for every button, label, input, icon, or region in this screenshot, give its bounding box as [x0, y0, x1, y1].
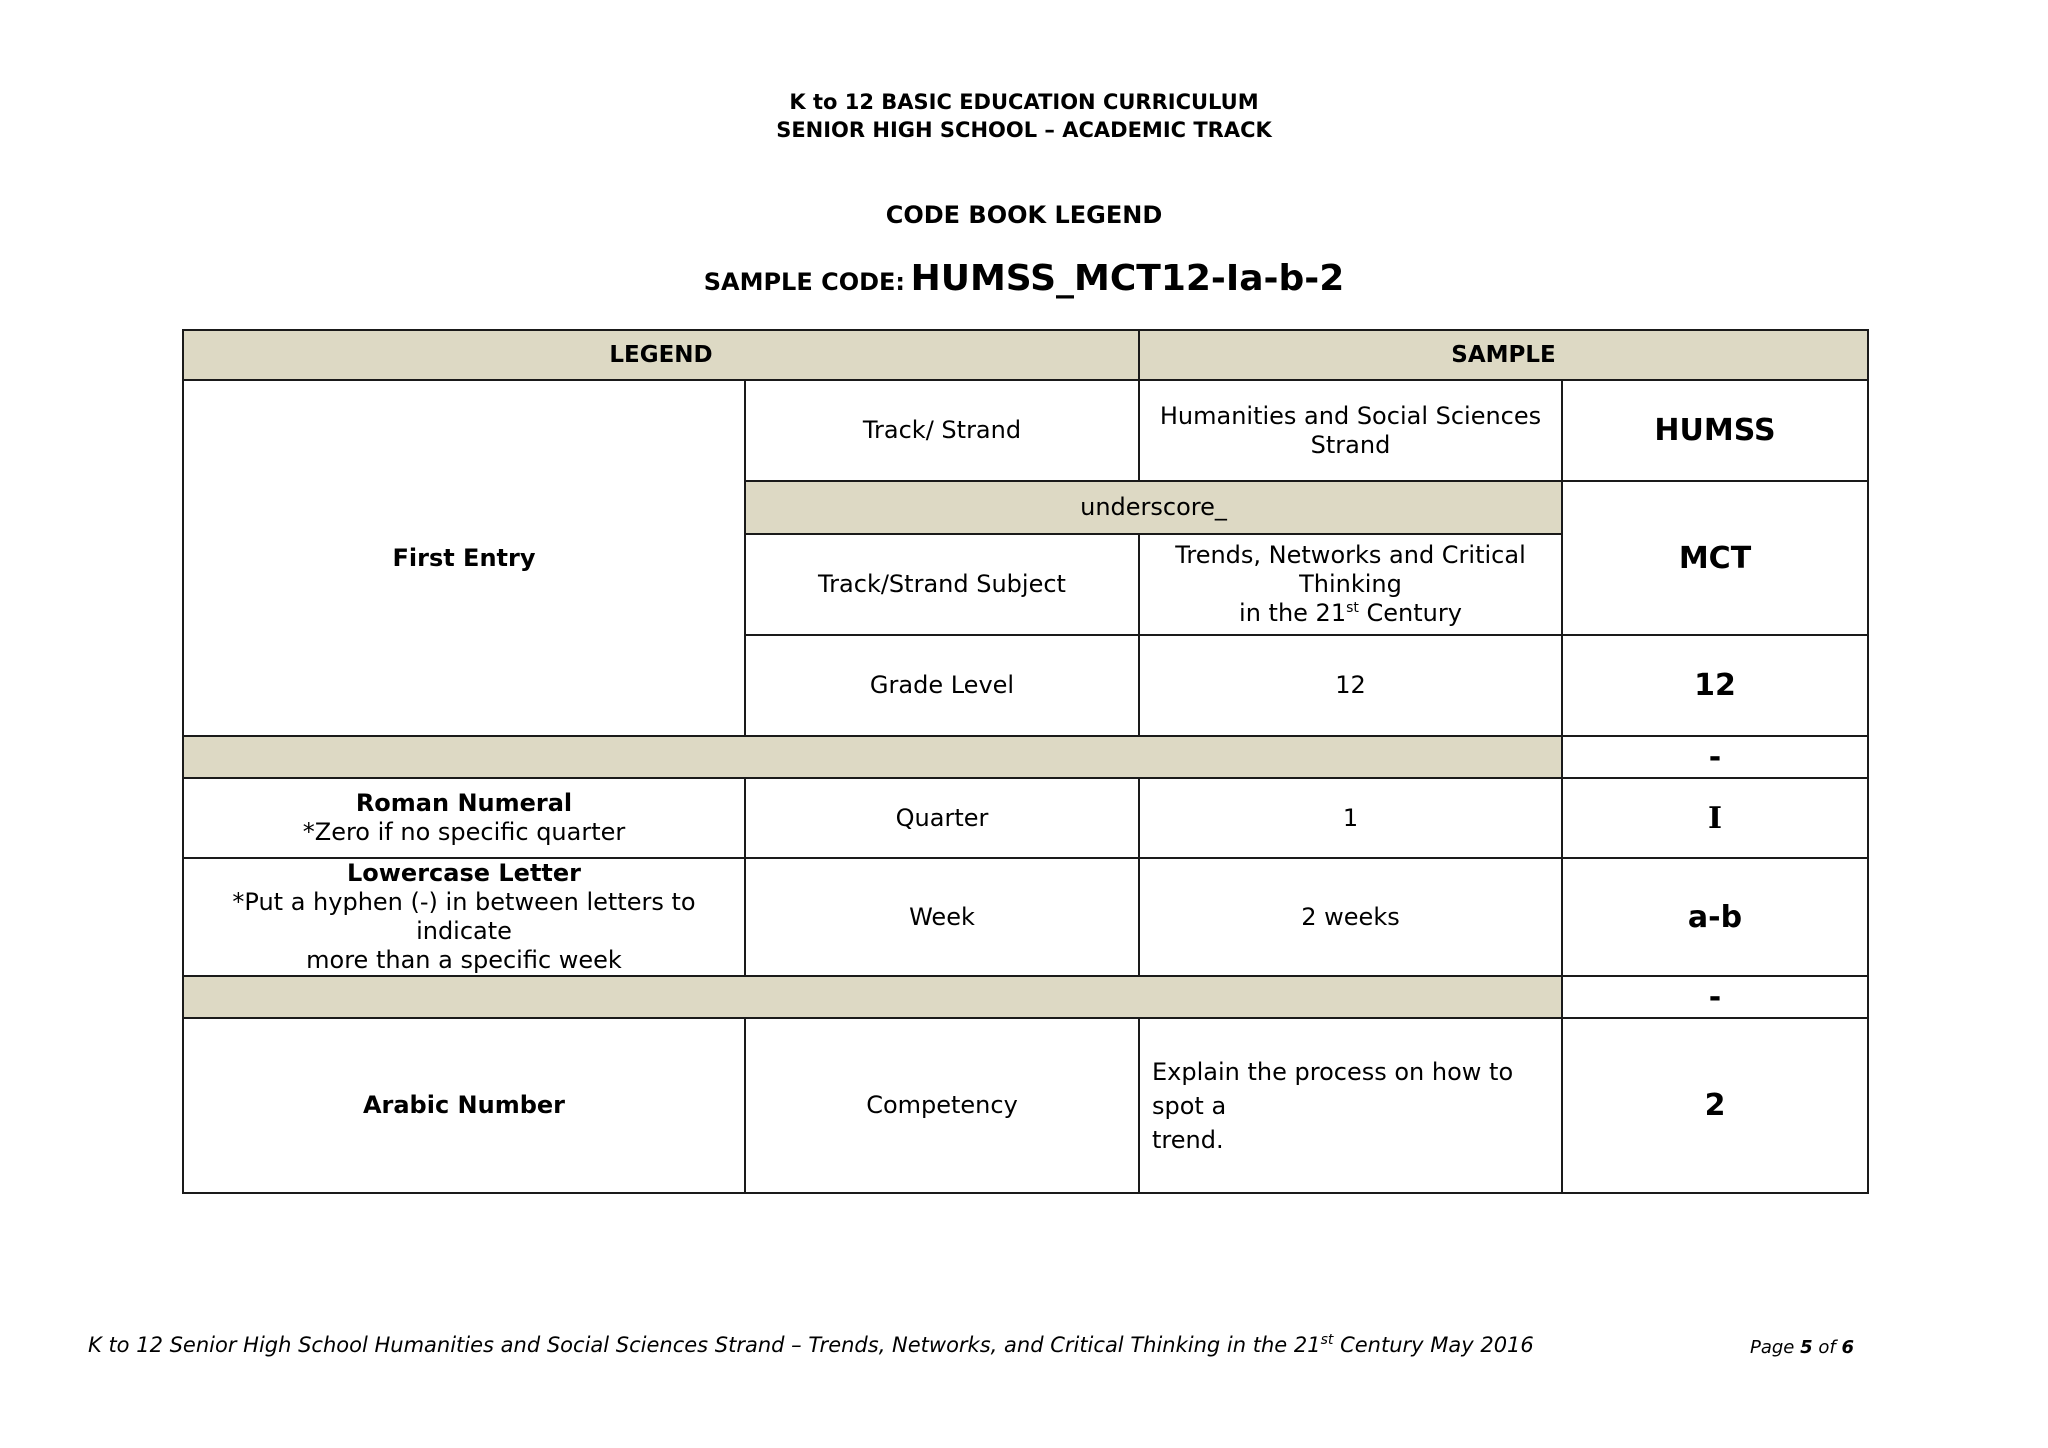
track-strand-value	[1139, 380, 1562, 481]
quarter-value: 1	[1139, 778, 1562, 858]
separator-fill	[183, 736, 1562, 778]
lowercase-letter-title: Lowercase Letter	[346, 859, 582, 887]
arabic-number-cell: Arabic Number	[183, 1018, 745, 1193]
table-row	[183, 380, 1868, 481]
roman-numeral-cell	[183, 778, 745, 858]
subject-value-line1: Trends, Networks and Critical Thinking	[1175, 541, 1526, 598]
track-strand-label: Track/ Strand	[745, 380, 1139, 481]
separator-code: -	[1562, 736, 1868, 778]
competency-value-line1: Explain the process on how to spot a	[1152, 1057, 1514, 1120]
competency-code: 2	[1562, 1018, 1868, 1193]
competency-value	[1139, 1018, 1562, 1193]
subject-label: Track/Strand Subject	[745, 534, 1139, 635]
competency-value-line2: trend.	[1152, 1125, 1224, 1154]
page-number: Page 5 of 6	[1750, 1337, 1854, 1358]
subject-value	[1139, 534, 1562, 635]
grade-value: 12	[1139, 635, 1562, 736]
codebook-title: CODE BOOK LEGEND	[885, 201, 1163, 229]
track-strand-value-line1: Humanities and Social Sciences	[1159, 401, 1542, 430]
lowercase-letter-cell	[183, 858, 745, 976]
sample-code-value: HUMSS_MCT12-Ia-b-2	[910, 258, 1345, 299]
week-label: Week	[745, 858, 1139, 976]
header-line-1: K to 12 BASIC EDUCATION CURRICULUM	[789, 90, 1259, 114]
roman-numeral-title: Roman Numeral	[355, 789, 573, 817]
quarter-code: I	[1562, 778, 1868, 858]
week-code: a-b	[1562, 858, 1868, 976]
subject-code: MCT	[1562, 481, 1868, 635]
table-row	[183, 1018, 1868, 1193]
lowercase-letter-note-line2: more than a specific week	[306, 946, 622, 974]
sample-code-label: SAMPLE CODE:	[703, 268, 906, 296]
track-strand-code: HUMSS	[1562, 380, 1868, 481]
footer-text: K to 12 Senior High School Humanities and Social Sciences Strand – Trends, Networks, and Critical Thinking in the 21st Century May 2016	[88, 1332, 1534, 1357]
sample-code	[0, 258, 2048, 299]
separator-row	[183, 976, 1868, 1018]
sample-header: SAMPLE	[1139, 330, 1868, 380]
document-header	[0, 88, 2048, 144]
lowercase-letter-note-line1: *Put a hyphen (-) in between letters to indicate	[232, 888, 696, 945]
underscore-cell: underscore_	[745, 481, 1562, 534]
table-row	[183, 858, 1868, 976]
roman-numeral-note: *Zero if no specific quarter	[302, 818, 626, 846]
first-entry-cell: First Entry	[183, 380, 745, 736]
grade-code: 12	[1562, 635, 1868, 736]
separator-row	[183, 736, 1868, 778]
quarter-label: Quarter	[745, 778, 1139, 858]
separator-fill	[183, 976, 1562, 1018]
legend-table	[182, 329, 1869, 1194]
grade-label: Grade Level	[745, 635, 1139, 736]
week-value: 2 weeks	[1139, 858, 1562, 976]
table-row	[183, 778, 1868, 858]
separator-code: -	[1562, 976, 1868, 1018]
competency-label: Competency	[745, 1018, 1139, 1193]
header-line-2: SENIOR HIGH SCHOOL – ACADEMIC TRACK	[776, 118, 1272, 142]
track-strand-value-line2: Strand	[1310, 430, 1391, 459]
legend-header: LEGEND	[183, 330, 1139, 380]
table-header-row	[183, 330, 1868, 380]
subject-value-line2: in the 21st Century	[1239, 599, 1462, 627]
